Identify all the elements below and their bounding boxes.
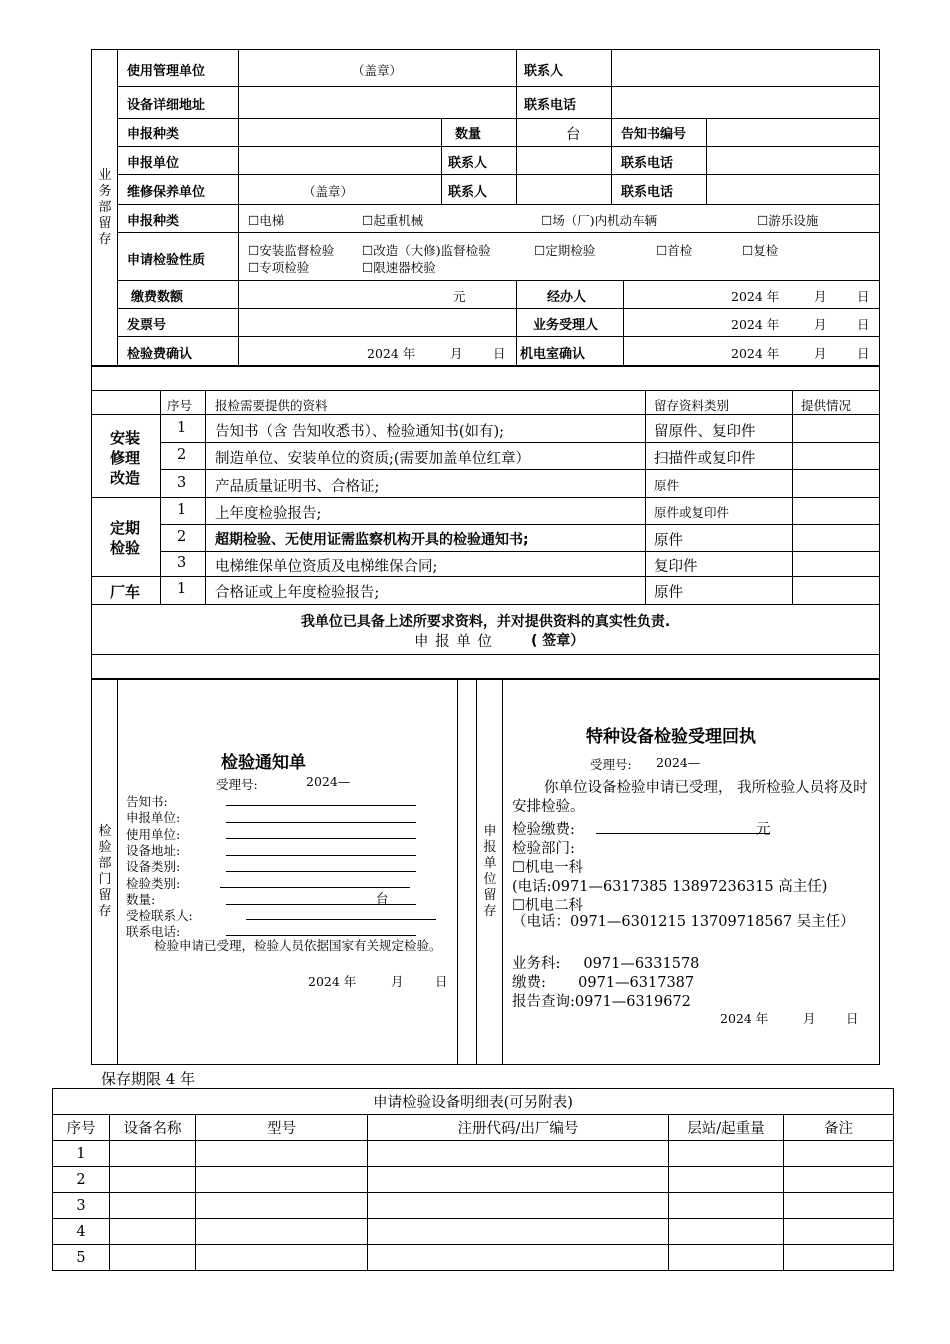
fee-confirm-date-year: 2024 年 <box>367 346 416 361</box>
detail-cell[interactable] <box>368 1245 669 1271</box>
pay-phone: 缴费: 0971—6317387 <box>512 975 695 991</box>
detail-cell[interactable] <box>669 1219 784 1245</box>
receipt-fee-unit: 元 <box>756 822 771 838</box>
detail-cell[interactable] <box>110 1219 196 1245</box>
nature-install-checkbox[interactable]: ☐安装监督检验 <box>248 243 335 258</box>
use-unit-label: 使用管理单位 <box>127 64 206 79</box>
material-kind: 复印件 <box>654 559 698 575</box>
fee-confirm-date-day: 日 <box>493 346 506 361</box>
nature-periodic-checkbox[interactable]: ☐定期检验 <box>534 243 596 258</box>
type-vehicle-checkbox[interactable]: ☐场（厂)内机动车辆 <box>541 213 658 228</box>
material-kind: 扫描件或复印件 <box>654 451 756 467</box>
detail-row-no: 2 <box>53 1167 110 1193</box>
notice-quantity-unit: 台 <box>376 891 389 906</box>
detail-cell[interactable] <box>368 1167 669 1193</box>
detail-header: 序号 <box>53 1115 110 1141</box>
fee-confirm-date-month: 月 <box>450 346 463 361</box>
detail-row-no: 5 <box>53 1245 110 1271</box>
material-kind: 原件 <box>654 533 683 549</box>
detail-cell[interactable] <box>784 1141 894 1167</box>
nature-recheck-checkbox[interactable]: ☐复检 <box>742 243 779 258</box>
business-side-label: 业务部留存 <box>98 168 112 247</box>
material-no: 2 <box>177 529 187 545</box>
report-phone: 报告查询:0971—6319672 <box>512 994 691 1010</box>
detail-header: 型号 <box>196 1115 368 1141</box>
detail-cell[interactable] <box>196 1245 368 1271</box>
handler-label: 经办人 <box>547 290 587 305</box>
quantity-label: 数量 <box>455 127 482 142</box>
detail-row-no: 1 <box>53 1141 110 1167</box>
material-text: 制造单位、安装单位的资质;(需要加盖单位红章） <box>215 451 531 467</box>
maint-unit-label: 维修保养单位 <box>127 185 206 200</box>
notice-accept-label: 受理号: <box>216 777 258 792</box>
notice-date-year: 2024 年 <box>308 974 357 989</box>
table-row <box>53 1167 894 1193</box>
detail-cell[interactable] <box>196 1219 368 1245</box>
nature-modify-checkbox[interactable]: ☐改造（大修)监督检验 <box>362 243 491 258</box>
detail-cell[interactable] <box>784 1167 894 1193</box>
fee-confirm-label: 检验费确认 <box>127 347 193 362</box>
phone2-label: 联系电话 <box>621 156 674 171</box>
table-row <box>53 1245 894 1271</box>
nature-first-checkbox[interactable]: ☐首检 <box>656 243 693 258</box>
dept2-phone: （电话：0971—6301215 13709718567 吴主任） <box>512 914 855 930</box>
detail-cell[interactable] <box>669 1167 784 1193</box>
receipt-date-month: 月 <box>803 1011 816 1026</box>
table-row <box>53 1141 894 1167</box>
dept2-checkbox[interactable]: ☐机电二科 <box>512 898 583 914</box>
business-phone: 业务科: 0971—6331578 <box>512 956 700 972</box>
materials-header-no: 序号 <box>167 398 193 413</box>
maint-stamp: （盖章） <box>303 184 354 199</box>
receipt-fee-label: 检验缴费: <box>512 822 575 838</box>
retention-note: 保存期限 4 年 <box>101 1070 196 1088</box>
handler-date-year: 2024 年 <box>731 289 780 304</box>
material-no: 1 <box>177 502 187 518</box>
dept1-checkbox[interactable]: ☐机电一科 <box>512 860 583 876</box>
detail-row-no: 3 <box>53 1193 110 1219</box>
detail-header: 层站/起重量 <box>669 1115 784 1141</box>
notice-field-label: 受检联系人: <box>126 908 193 923</box>
sign-label: 申 报 单 位 <box>414 634 493 650</box>
detail-cell[interactable] <box>110 1141 196 1167</box>
receipt-date-year: 2024 年 <box>720 1011 769 1026</box>
group-factory: 厂车 <box>109 583 140 601</box>
receipt-dept-label: 检验部门: <box>512 841 575 857</box>
type-crane-checkbox[interactable]: ☐起重机械 <box>362 213 424 228</box>
notice-date-month: 月 <box>391 974 404 989</box>
material-text: 上年度检验报告; <box>215 506 322 522</box>
material-no: 3 <box>177 475 187 491</box>
contact3-label: 联系人 <box>448 185 488 200</box>
receipt-accept-value: 2024— <box>656 755 701 770</box>
fee-unit: 元 <box>453 289 466 304</box>
handler-date-month: 月 <box>814 289 827 304</box>
contact2-label: 联系人 <box>448 156 488 171</box>
detail-cell[interactable] <box>669 1193 784 1219</box>
notice-field-label: 设备类别: <box>126 859 181 874</box>
room-confirm-date-month: 月 <box>814 346 827 361</box>
notice-field-label: 检验类别: <box>126 876 181 891</box>
notice-title: 检验通知单 <box>221 753 306 773</box>
material-text: 告知书（含 告知收悉书）、检验通知书(如有); <box>215 424 505 440</box>
dept1-phone: (电话:0971—6317385 13897236315 高主任) <box>512 879 828 895</box>
detail-cell[interactable] <box>196 1167 368 1193</box>
notice-field-label: 数量: <box>126 892 156 907</box>
type-amusement-checkbox[interactable]: ☐游乐设施 <box>757 213 819 228</box>
notice-field-label: 申报单位: <box>126 810 181 825</box>
material-text: 合格证或上年度检验报告; <box>215 585 380 601</box>
materials-header-status: 提供情况 <box>801 398 852 413</box>
handler-date-day: 日 <box>857 289 870 304</box>
detail-cell[interactable] <box>196 1193 368 1219</box>
notice-date-day: 日 <box>435 974 448 989</box>
receipt-message: 你单位设备检验申请已受理， 我所检验人员将及时安排检验。 <box>512 780 868 815</box>
invoice-label: 发票号 <box>127 318 167 333</box>
table-row <box>53 1193 894 1219</box>
receipt-date-day: 日 <box>846 1011 859 1026</box>
receiver-label: 业务受理人 <box>533 318 599 333</box>
address-label: 设备详细地址 <box>127 98 206 113</box>
sign-stamp: ( 签章） <box>531 633 585 649</box>
fee-label: 缴费数额 <box>131 290 184 305</box>
detail-table <box>52 1088 894 1271</box>
detail-header: 备注 <box>784 1115 894 1141</box>
group-periodic: 定期检验 <box>109 519 140 557</box>
detail-cell[interactable] <box>368 1193 669 1219</box>
receipt-accept-label: 受理号: <box>590 757 632 772</box>
material-text: 电梯维保单位资质及电梯维保合同; <box>215 559 438 575</box>
materials-header-text: 报检需要提供的资料 <box>215 398 328 413</box>
table-row <box>53 1219 894 1245</box>
receiver-date-year: 2024 年 <box>731 317 780 332</box>
material-text: 超期检验、无使用证需监察机构开具的检验通知书; <box>215 532 529 548</box>
group-install: 安装修理改造 <box>109 429 140 487</box>
receiver-date-day: 日 <box>857 317 870 332</box>
detail-cell[interactable] <box>368 1141 669 1167</box>
nature-special-checkbox[interactable]: ☐专项检验 <box>248 260 310 275</box>
contact-label: 联系人 <box>524 64 564 79</box>
detail-cell[interactable] <box>784 1193 894 1219</box>
room-confirm-date-year: 2024 年 <box>731 346 780 361</box>
room-confirm-label: 机电室确认 <box>520 347 586 362</box>
material-kind: 原件或复印件 <box>654 505 730 520</box>
nature-label: 申请检验性质 <box>127 253 206 268</box>
material-no: 1 <box>177 581 187 597</box>
materials-header-kind: 留存资料类别 <box>654 398 730 413</box>
nature-governor-checkbox[interactable]: ☐限速器校验 <box>362 260 436 275</box>
apply-unit-label: 申报单位 <box>127 156 180 171</box>
receipt-title: 特种设备检验受理回执 <box>586 727 756 747</box>
notice-field-label: 使用单位: <box>126 827 181 842</box>
detail-cell[interactable] <box>368 1219 669 1245</box>
material-kind: 原件 <box>654 478 680 493</box>
notice-accept-value: 2024— <box>306 774 351 789</box>
detail-header: 注册代码/出厂编号 <box>368 1115 669 1141</box>
detail-cell[interactable] <box>110 1245 196 1271</box>
detail-row-no: 4 <box>53 1219 110 1245</box>
notice-no-label: 告知书编号 <box>621 127 687 142</box>
detail-cell[interactable] <box>784 1245 894 1271</box>
declaration-text: 我单位已具备上述所要求资料，并对提供资料的真实性负责. <box>300 614 671 630</box>
phone-label: 联系电话 <box>524 98 577 113</box>
material-text: 产品质量证明书、合格证; <box>215 479 380 495</box>
detail-cell[interactable] <box>110 1167 196 1193</box>
material-no: 3 <box>177 555 187 571</box>
detail-header: 设备名称 <box>110 1115 196 1141</box>
notice-field-label: 设备地址: <box>126 843 181 858</box>
detail-title: 申请检验设备明细表(可另附表) <box>53 1089 894 1115</box>
notice-side-label: 检验部门留存 <box>98 824 112 919</box>
detail-cell[interactable] <box>669 1245 784 1271</box>
notice-field-label: 告知书: <box>126 794 168 809</box>
notice-statement: 检验申请已受理，检验人员依据国家有关规定检验。 <box>154 938 442 953</box>
detail-cell[interactable] <box>196 1141 368 1167</box>
type-elevator-checkbox[interactable]: ☐电梯 <box>248 213 285 228</box>
material-no: 1 <box>177 420 187 436</box>
detail-cell[interactable] <box>110 1193 196 1219</box>
notice-field-label: 联系电话: <box>126 924 181 939</box>
detail-cell[interactable] <box>784 1219 894 1245</box>
material-no: 2 <box>177 447 187 463</box>
detail-cell[interactable] <box>669 1141 784 1167</box>
receipt-side-label: 申报单位留存 <box>483 824 497 919</box>
apply-type2-label: 申报种类 <box>127 214 180 229</box>
receiver-date-month: 月 <box>814 317 827 332</box>
room-confirm-date-day: 日 <box>857 346 870 361</box>
quantity-unit: 台 <box>566 127 581 143</box>
material-kind: 原件 <box>654 585 683 601</box>
apply-type-label: 申报种类 <box>127 127 180 142</box>
use-unit-stamp: （盖章） <box>352 63 403 78</box>
phone3-label: 联系电话 <box>621 185 674 200</box>
material-kind: 留原件、复印件 <box>654 424 756 440</box>
